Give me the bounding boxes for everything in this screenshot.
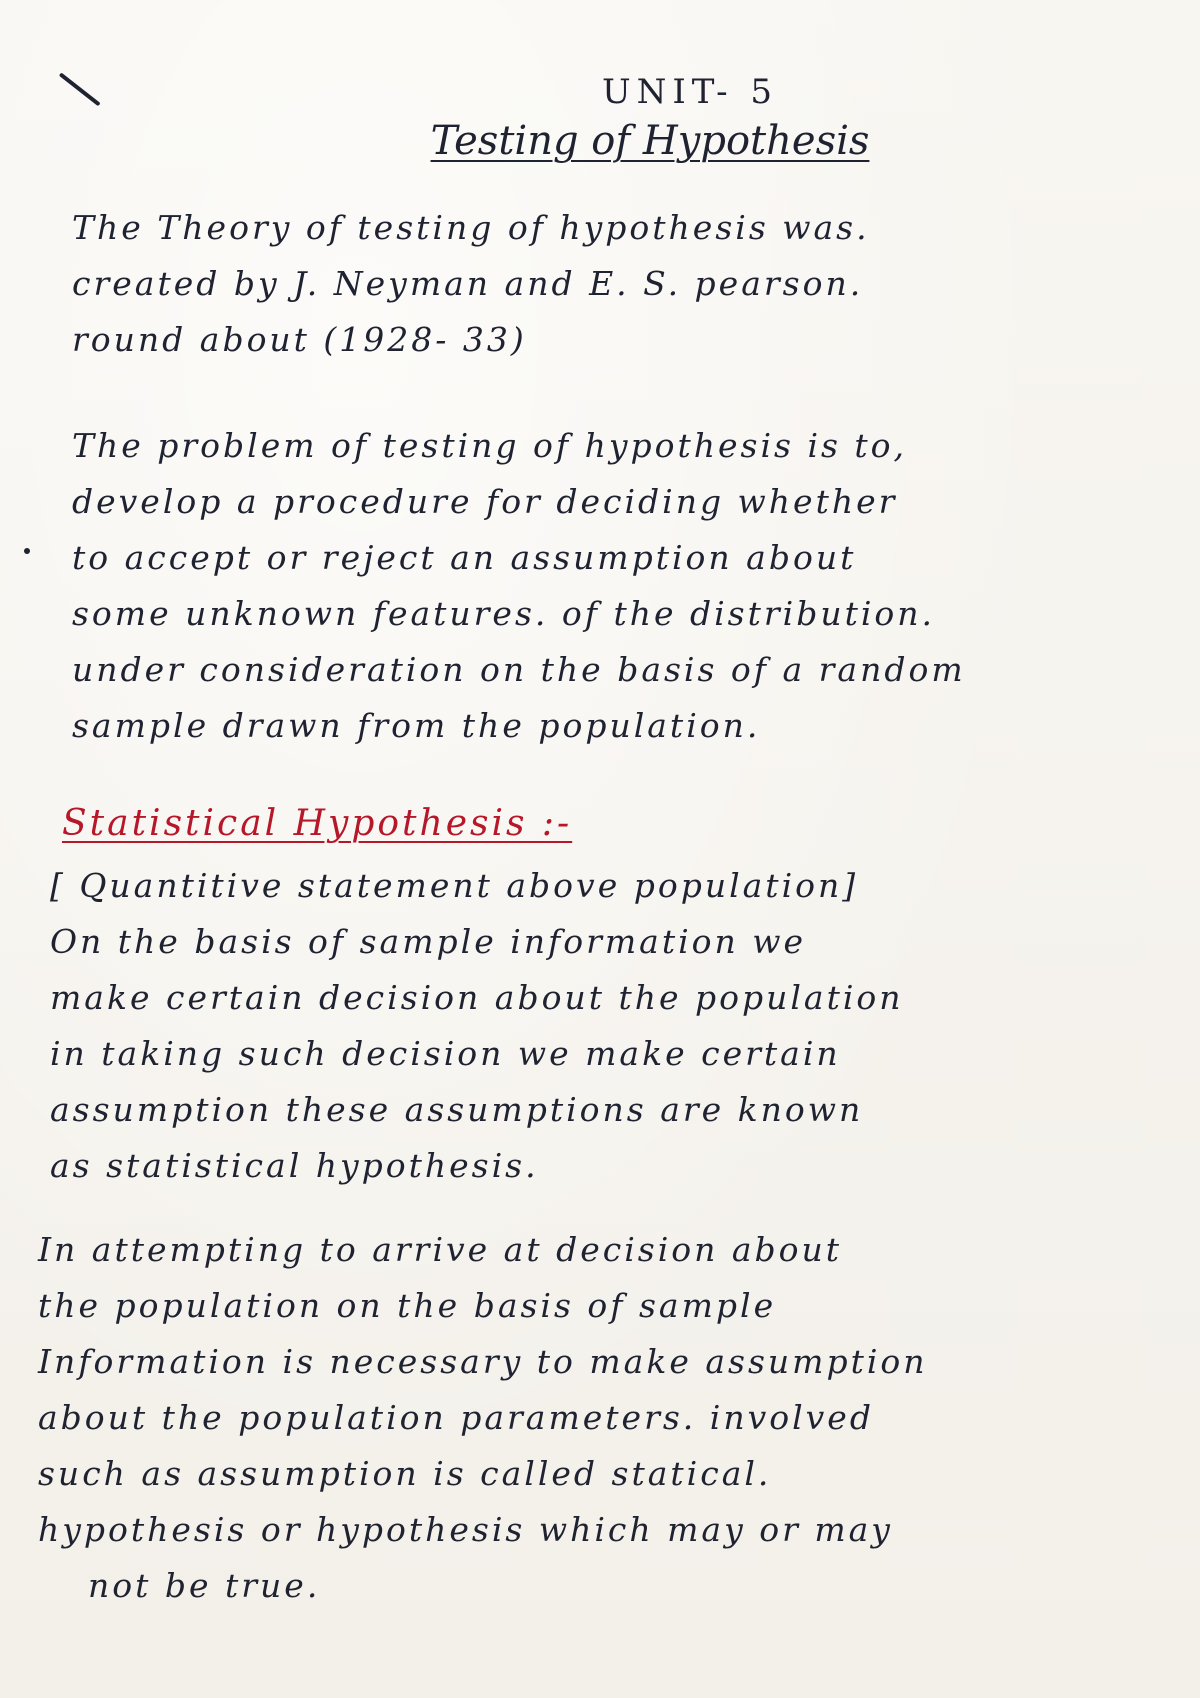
paragraph-assumption: [38, 1222, 1138, 1614]
text-line: such as assumption is called statical.: [38, 1454, 772, 1493]
text-line: about the population parameters. involved: [38, 1398, 874, 1437]
text-line: created by J. Neyman and E. S. pearson.: [72, 264, 864, 303]
text-line: On the basis of sample information we: [50, 922, 807, 961]
text-line: [ Quantitive statement above population]: [50, 866, 859, 905]
text-line: develop a procedure for deciding whether: [72, 482, 898, 521]
text-line: Information is necessary to make assumption: [38, 1342, 928, 1381]
text-line: as statistical hypothesis.: [50, 1146, 539, 1185]
text-line: In attempting to arrive at decision about: [38, 1230, 843, 1269]
text-line: in taking such decision we make certain: [50, 1034, 841, 1073]
text-line: assumption these assumptions are known: [50, 1090, 864, 1129]
unit-label: UNIT- 5: [601, 72, 779, 112]
section-heading: [62, 803, 572, 844]
paragraph-history: [72, 200, 1172, 368]
text-line: to accept or reject an assumption about: [72, 538, 857, 577]
text-line: not be true.: [88, 1566, 321, 1605]
text-line: The Theory of testing of hypothesis was.: [72, 208, 870, 247]
text-line: round about (1928- 33): [72, 320, 527, 359]
text-line: sample drawn from the population.: [72, 706, 761, 745]
paragraph-problem: [72, 418, 1172, 754]
text-line: some unknown features. of the distribution.: [72, 594, 935, 633]
text-line: hypothesis or hypothesis which may or may: [38, 1510, 893, 1549]
topic-title: Testing of Hypothesis: [430, 118, 870, 164]
text-line: the population on the basis of sample: [38, 1286, 777, 1325]
section-heading-text: Statistical Hypothesis :-: [62, 803, 573, 844]
text-line: under consideration on the basis of a random: [72, 650, 966, 689]
text-line: The problem of testing of hypothesis is to,: [72, 426, 908, 465]
ink-dot: [24, 548, 30, 554]
text-line: make certain decision about the population: [50, 978, 904, 1017]
paragraph-definition: [50, 858, 1150, 1194]
